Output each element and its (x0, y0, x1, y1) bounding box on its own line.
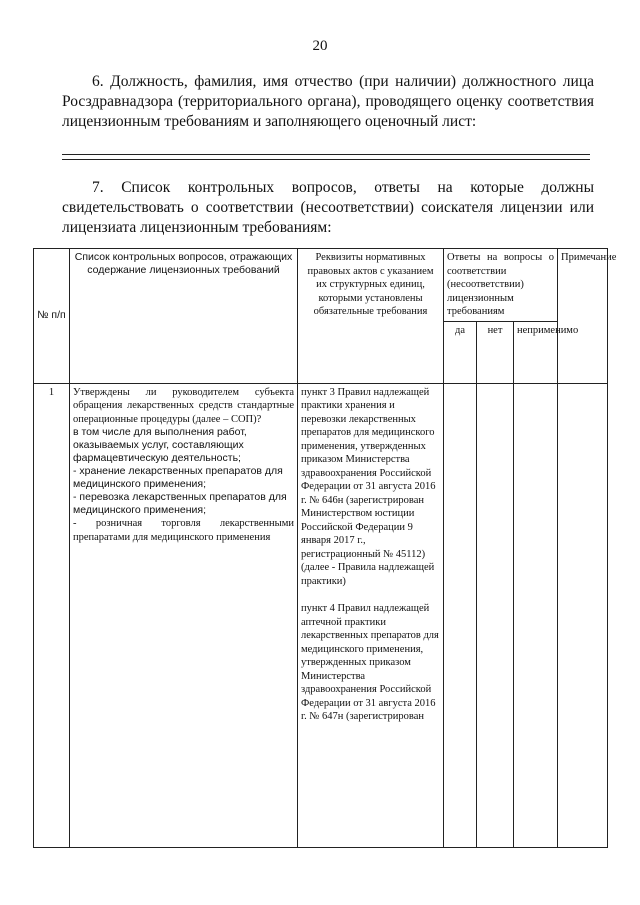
checklist-table (33, 248, 617, 848)
section-7-paragraph (62, 178, 594, 238)
header-requisites: Реквизиты нормативных правовых актов с указанием их структурных единиц, которыми установлены обязательные требования (298, 249, 444, 384)
row-requisites (298, 383, 444, 848)
row-question (70, 383, 298, 848)
row-number: 1 (34, 383, 70, 848)
page-number: 20 (312, 38, 328, 54)
section-6-paragraph (62, 72, 594, 132)
fill-in-line-2 (62, 159, 590, 160)
question-sub-4: - розничная торговля лекарственными препаратами для медицинского применения (73, 518, 294, 543)
answer-not-applicable-cell[interactable] (514, 383, 558, 848)
question-sub-3: - перевозка лекарственных препаратов для медицинского применения; (73, 491, 287, 516)
section-6-number: 6. (92, 73, 104, 90)
answer-yes-cell[interactable] (444, 383, 477, 848)
header-note: Примечание (558, 249, 608, 384)
question-main: Утверждены ли руководителем субъекта обращения лекарственных средств стандартные операционные процедуры (далее – СОП)? (73, 386, 294, 425)
question-sub-1: в том числе для выполнения работ, оказываемых услуг, составляющих фармацевтическую деятельность; (73, 426, 247, 464)
fill-in-line-1 (62, 154, 590, 155)
section-6-text: Должность, фамилия, имя отчество (при наличии) должностного лица Росздравнадзора (территориального органа), проводящего оценку соответствия лицензионным требованиям и заполняющего оценочный лист: (62, 73, 595, 130)
note-cell[interactable] (558, 383, 608, 848)
question-sub-2: - хранение лекарственных препаратов для медицинского применения; (73, 465, 283, 490)
table-row (34, 383, 608, 848)
header-not-applicable: неприменимо (514, 321, 558, 383)
header-yes: да (444, 321, 477, 383)
header-questions: Список контрольных вопросов, отражающих содержание лицензионных требований (70, 249, 298, 384)
requisite-2: пункт 4 Правил надлежащей аптечной практики лекарственных препаратов для медицинского применения, утвержденных приказом Министерства здравоохранения Российской Федерации от 31 августа 2016 г. № 647н (зарегистрирован (301, 603, 439, 722)
header-number: № п/п (34, 249, 70, 384)
header-no: нет (477, 321, 514, 383)
answer-no-cell[interactable] (477, 383, 514, 848)
section-7-text: Список контрольных вопросов, ответы на которые должны свидетельствовать о соответствии (несоответствии) соискателя лицензии или лицензиата лицензионным требованиям: (62, 179, 594, 236)
requisite-1: пункт 3 Правил надлежащей практики хранения и перевозки лекарственных препаратов для медицинского применения, утвержденных приказом Министерства здравоохранения Российской Федерации от 31 августа 2016 г. № 646н (зарегистрирован Министерством юстиции Российской Федерации 9 января 2017 г., регистрационный № 45112) (далее - Правила надлежащей практики) (301, 386, 436, 587)
section-7-number: 7. (92, 179, 104, 196)
header-answers: Ответы на вопросы о соответствии (несоответствии) лицензионным требованиям (444, 249, 558, 322)
